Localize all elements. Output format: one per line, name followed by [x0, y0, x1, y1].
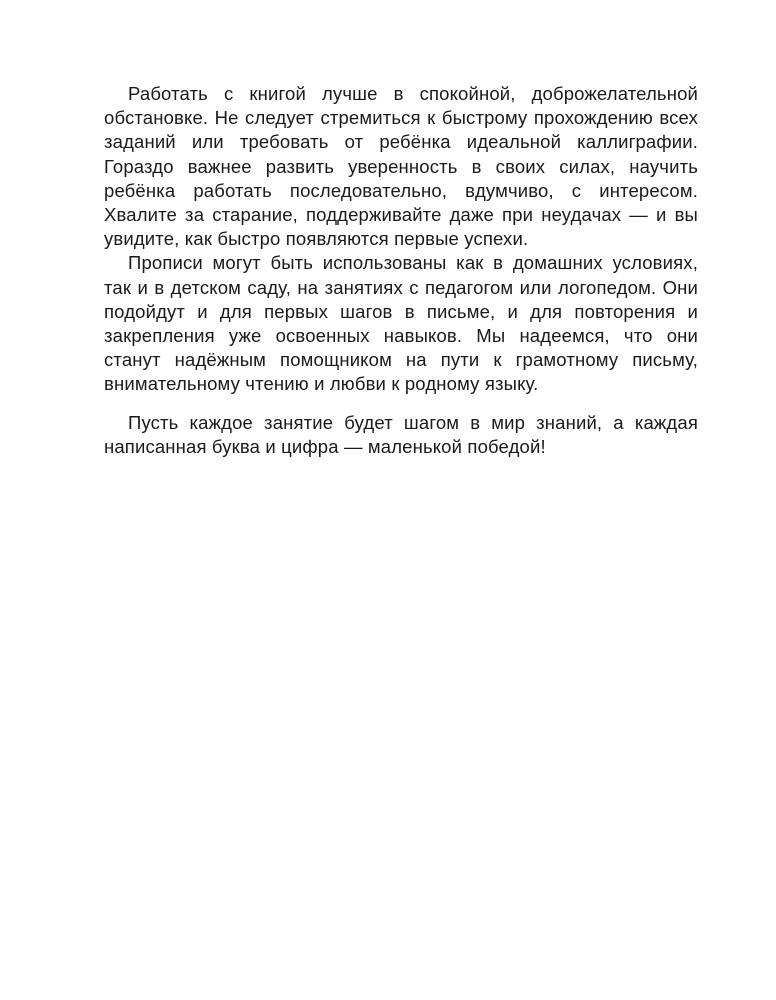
paragraph-closing: Пусть каждое занятие будет шагом в мир знаний, а каждая написанная буква и цифра — маленькой победой! [104, 411, 698, 457]
paragraph-advice: Работать с книгой лучше в спокойной, доброжелательной обстановке. Не следует стремиться к быстрому прохождению всех заданий или требовать от ребёнка идеальной каллиграфии. Гораздо важнее развить уверенность в своих силах, научить ребёнка работать последовательно, вдумчиво, с интересом. Хвалите за старание, поддерживайте даже при неудачах — и вы увидите, как быстро появляются первые успехи. [104, 83, 698, 250]
body-text [104, 82, 698, 459]
paragraph-usage: Прописи могут быть использованы как в домашних условиях, так и в детском саду, на занятиях с педагогом или логопедом. Они подойдут и для первых шагов в письме, и для повторения и закрепления уже освоенных навыков. Мы надеемся, что они станут надёжным помощником на пути к грамотному письму, внимательному чтению и любви к родному языку. [104, 252, 698, 395]
